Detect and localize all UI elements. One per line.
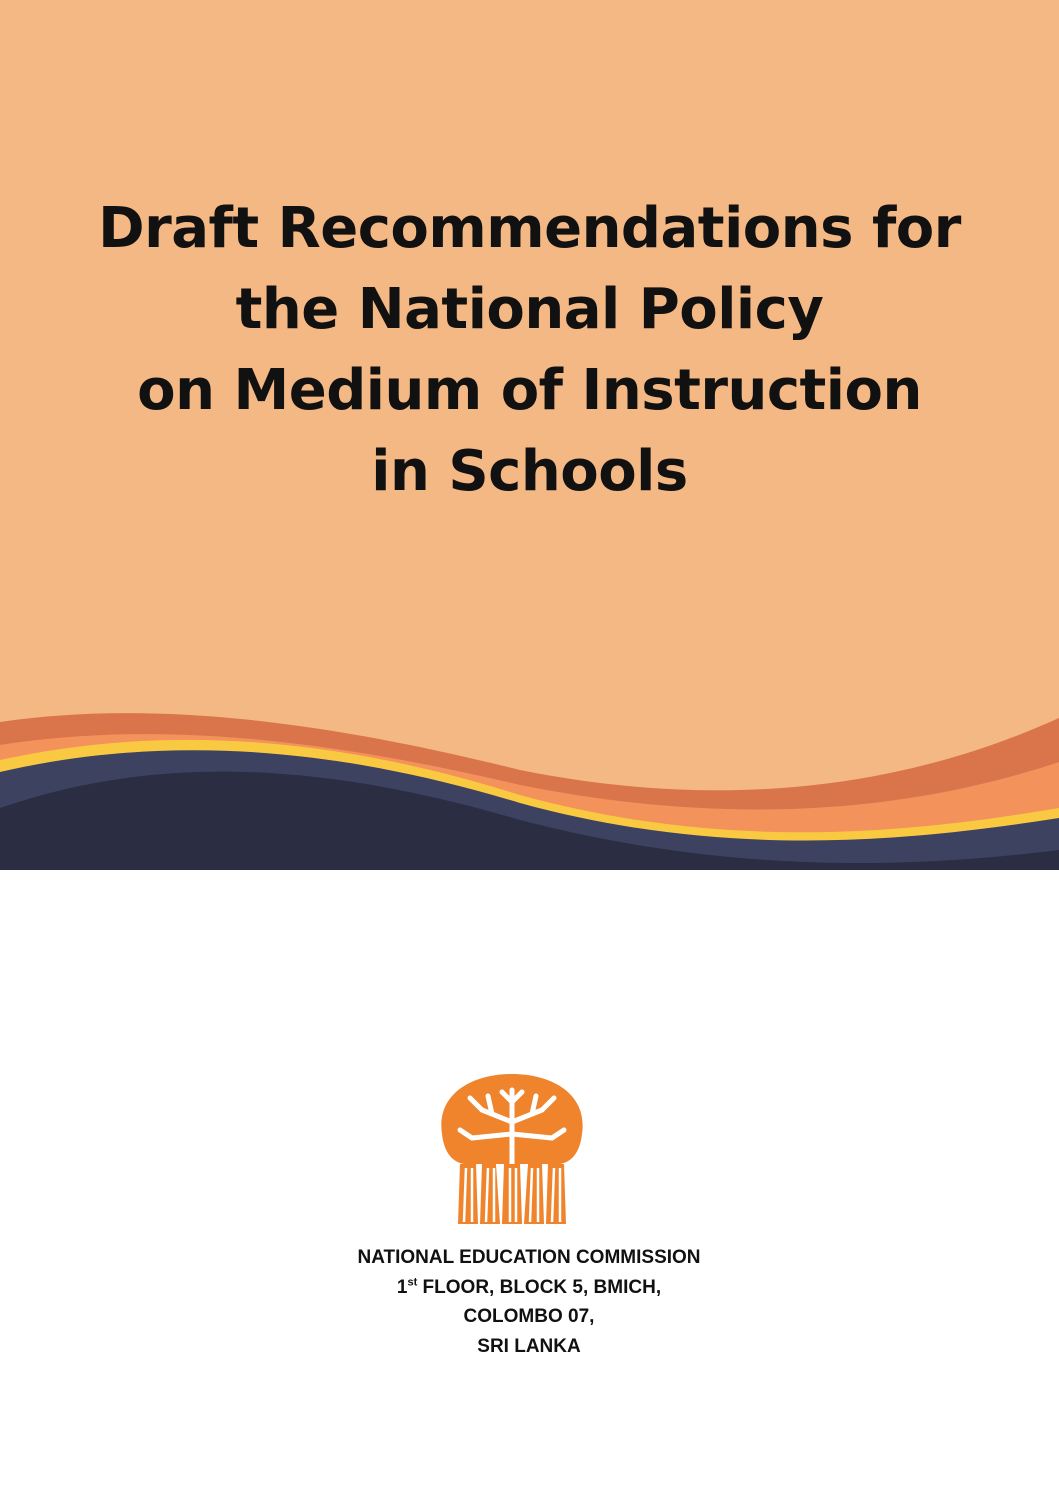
address-floor [229,1273,829,1303]
document-title [60,188,999,512]
decorative-wave-band [0,700,1059,870]
organization-name: NATIONAL EDUCATION COMMISSION [357,1247,701,1268]
title-line: on Medium of Instruction [137,358,922,423]
floor-suffix: st [407,1276,418,1289]
title-line: the National Policy [235,277,824,342]
address-city: COLOMBO 07, [463,1306,595,1327]
title-line: in Schools [371,439,688,504]
publisher-address [229,1243,829,1361]
national-education-commission-tree-logo-icon [432,1072,592,1227]
title-line: Draft Recommendations for [98,196,961,261]
floor-number: 1 [396,1276,408,1298]
floor-rest: FLOOR, BLOCK 5, BMICH, [417,1276,662,1298]
address-country: SRI LANKA [477,1335,581,1357]
